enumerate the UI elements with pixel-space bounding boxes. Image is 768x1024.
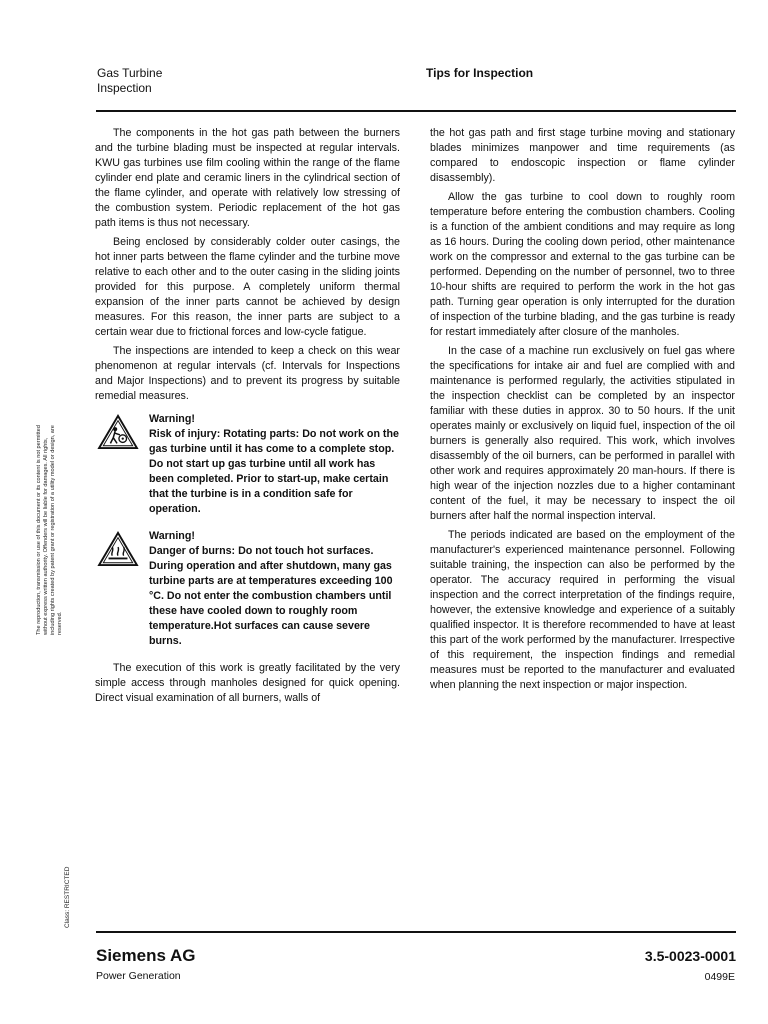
- classification-label: Class: RESTRICTED: [64, 866, 71, 928]
- header-divider: [96, 110, 736, 112]
- paragraph: Allow the gas turbine to cool down to roughly room temperature before entering the combustion chambers. Cooling is a function of the ambient conditions and may require as long as 16 hours. During the cooling down period, other maintenance work on the compressor and external to the gas turbine can be performed. Depending on the number of personnel, two to three 10-hour shifts are required to perform the work in the hot gas path. Turning gear operation is only interrupted for the duration of inspection of the turbine blading, and the gas turbine is ready for restart immediately after closure of the manholes.: [430, 191, 735, 338]
- company-name: Siemens AG: [96, 946, 196, 965]
- paragraph: The periods indicated are based on the employment of the manufacturer's experienced maintenance personnel. Following suitable training, the inspection can also be performed by the operator. The accuracy required in performing the visual inspection and the correct interpretation of the findings require, however, the extensive knowledge and experience of a suitably qualified inspector. It is therefore recommended to have at least this part of the work performed by the manufacturer. Irrespective of this requirement, the inspection findings and remedial measures must be reported to the manufacturer and evaluated when planning the next inspection or major inspection.: [430, 529, 735, 691]
- warning-block-rotating-parts: [95, 412, 400, 517]
- paragraph-continued: the hot gas path and first stage turbine moving and stationary blades minimizes manpower and time requirements (as compared to endoscopic inspection or flame cylinder disassembly).: [430, 127, 735, 184]
- document-number: 3.5-0023-0001: [644, 948, 736, 964]
- section-title-line1: Gas Turbine: [97, 66, 163, 80]
- paragraph: The components in the hot gas path between the burners and the turbine blading must be inspected at regular intervals. KWU gas turbines use film cooling within the range of the flame cylinder end plate and ceramic liners in the cylindrical section of the flame cylinder, and operate with relatively low stressing of the combustion system. Periodic replacement of the hot gas path items is thus not necessary.: [95, 127, 400, 229]
- warning-text: [149, 412, 400, 517]
- copyright-notice: The reproduction, transmission or use of this document or its content is not permitted without express written authority. Offenders will be liable for damages. All rights, including rights created by patent grant or registration of a utility model or design, are reserved.: [36, 425, 63, 635]
- warning-body: Danger of burns: Do not touch hot surfaces. During operation and after shutdown, many gas turbine parts are at temperatures exceeding 100 °C. Do not enter the combustion chambers until these have cooled down to roughly room temperature.Hot surfaces can cause severe burns.: [149, 545, 393, 647]
- warning-title: Warning!: [149, 530, 195, 542]
- section-title-line2: Inspection: [97, 81, 152, 95]
- header-section: [97, 66, 162, 96]
- paragraph: Being enclosed by considerably colder outer casings, the hot inner parts between the flame cylinder and the turbine move relative to each other and to the outer casing in the sliding joints provided for this purpose. A completely uniform thermal expansion of the inner parts cannot be achieved by design measures. For this reason, the inner parts are subject to a certain wear due to frictional forces and low-cycle fatigue.: [95, 236, 400, 338]
- paragraph: In the case of a machine run exclusively on fuel gas where the specifications for intake air and fuel are complied with and maintenance is performed regularly, the activities stipulated in the inspection checklist can be completed by an inspector familiar with these duties in approx. 30 to 50 hours. If the unit operates mainly or exclusively on liquid fuel, inspection of the oil burners is generally also required. This work, which involves disassembly of the oil burners, can be performed in parallel with other work and requires approximately 20 man-hours. If there is high wear of the injection nozzles due to a higher contaminant content of the fuel, it may be necessary to inspect the oil burners after half the normal inspection interval.: [430, 345, 735, 522]
- header-topic: Tips for Inspection: [426, 66, 534, 80]
- warning-body: Risk of injury: Rotating parts: Do not work on the gas turbine until it has come to a complete stop. Do not start up gas turbine until all work has been completed. Prior to start-up, make certain that the turbine is in a condition safe for operation.: [149, 428, 399, 515]
- warning-title: Warning!: [149, 413, 195, 425]
- rotating-parts-warning-icon: [97, 414, 139, 450]
- hot-surface-warning-icon: [97, 531, 139, 567]
- division-name: Power Generation: [96, 970, 181, 982]
- left-column: [95, 126, 400, 710]
- right-column: [430, 126, 735, 697]
- paragraph: The inspections are intended to keep a check on this wear phenomenon at regular intervals (cf. Intervals for Inspections and Major Inspections) and to prevent its progress by suitable remedial measures.: [95, 345, 400, 402]
- warning-text: [149, 529, 400, 649]
- footer-divider: [96, 931, 736, 933]
- document-version: 0499E: [704, 971, 735, 983]
- warning-block-hot-surface: [95, 529, 400, 649]
- paragraph: The execution of this work is greatly facilitated by the very simple access through manholes designed for quick opening. Direct visual examination of all burners, walls of: [95, 662, 400, 704]
